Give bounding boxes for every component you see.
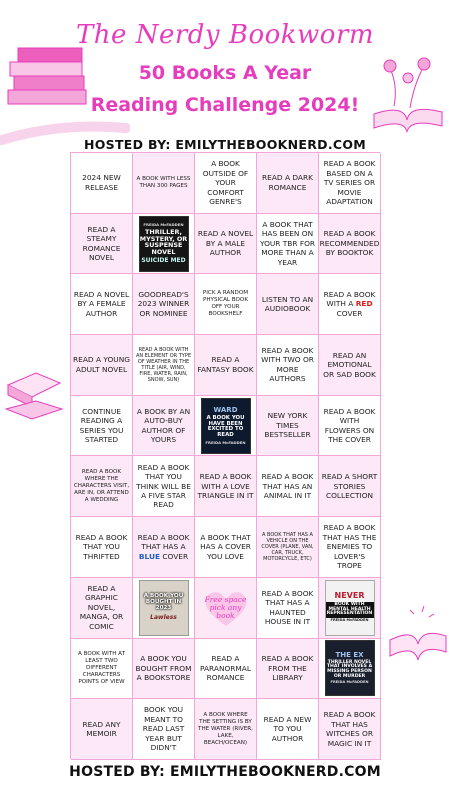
hosted-by-top: HOSTED BY: EMILYTHEBOOKNERD.COM bbox=[83, 137, 367, 152]
challenge-label: READ A BOOK THAT HAS A HAUNTED HOUSE IN IT bbox=[261, 588, 314, 627]
challenge-label: A BOOK THAT HAS A COVER YOU LOVE bbox=[200, 532, 251, 561]
book-prompt-text: BOOK WITH MENTAL HEALTH REPRESENTATION bbox=[326, 601, 373, 617]
book-title: SUICIDE MED bbox=[141, 256, 186, 264]
book-author: FREIDA McFADDEN bbox=[330, 679, 369, 684]
challenge-label-part: COVER bbox=[160, 551, 189, 561]
bingo-grid bbox=[70, 152, 380, 759]
challenge-label bbox=[321, 290, 378, 318]
challenge-cell[interactable] bbox=[71, 517, 133, 578]
open-book-flowers-illustration bbox=[364, 46, 450, 136]
challenge-cell[interactable] bbox=[133, 153, 195, 214]
challenge-cell[interactable] bbox=[133, 456, 195, 517]
challenge-cell[interactable] bbox=[257, 699, 319, 760]
challenge-cell[interactable] bbox=[133, 396, 195, 457]
challenge-label: GOODREAD'S 2023 WINNER OR NOMINEE bbox=[137, 290, 190, 318]
challenge-cell[interactable] bbox=[257, 274, 319, 335]
challenge-label: READ A BOOK THAT HAS THE ENEMIES TO LOVER'S TROPE bbox=[322, 523, 377, 571]
open-book-sketch-right bbox=[384, 600, 450, 670]
challenge-label: READ A BOOK FROM THE LIBRARY bbox=[261, 654, 314, 683]
challenge-cell[interactable] bbox=[133, 578, 195, 639]
challenge-cell[interactable] bbox=[319, 517, 381, 578]
challenge-cell[interactable] bbox=[71, 699, 133, 760]
challenge-cell[interactable] bbox=[319, 578, 381, 639]
subtitle-line-1: 50 Books A Year bbox=[138, 62, 312, 84]
challenge-cell[interactable] bbox=[319, 699, 381, 760]
book-cover-lawless bbox=[139, 580, 189, 636]
challenge-label: READ A NOVEL BY A MALE AUTHOR bbox=[197, 229, 254, 258]
challenge-cell[interactable] bbox=[257, 396, 319, 457]
challenge-label: LISTEN TO AN AUDIOBOOK bbox=[261, 294, 314, 314]
challenge-cell[interactable] bbox=[195, 517, 257, 578]
page-title: The Nerdy Bookworm bbox=[75, 20, 375, 50]
challenge-cell[interactable] bbox=[133, 335, 195, 396]
challenge-cell[interactable] bbox=[257, 214, 319, 275]
challenge-cell[interactable] bbox=[195, 699, 257, 760]
challenge-label: READ A BOOK THAT HAS WITCHES OR MAGIC IN IT bbox=[323, 710, 376, 748]
challenge-label: READ A GRAPHIC NOVEL, MANGA, OR COMIC bbox=[79, 583, 124, 631]
red-word: RED bbox=[355, 299, 373, 309]
challenge-label: READ A YOUNG ADULT NOVEL bbox=[73, 355, 130, 374]
challenge-label: A BOOK YOU BOUGHT FROM A BOOKSTORE bbox=[135, 654, 192, 683]
challenge-cell[interactable] bbox=[319, 214, 381, 275]
challenge-cell[interactable] bbox=[257, 517, 319, 578]
challenge-label: A BOOK THAT HAS BEEN ON YOUR TBR FOR MORE THAN A YEAR bbox=[259, 219, 316, 267]
challenge-cell[interactable] bbox=[195, 456, 257, 517]
challenge-label: A BOOK BY AN AUTO-BUY AUTHOR OF YOURS bbox=[136, 406, 191, 445]
challenge-label: A BOOK THAT HAS A VEHICLE ON THE COVER (PLANE, VAN, CAR, TRUCK, MOTORCYCLE, ETC) bbox=[261, 531, 314, 563]
book-author: FREIDA McFADDEN bbox=[330, 618, 369, 623]
book-author: FREIDA McFADDEN bbox=[143, 221, 184, 227]
challenge-label: READ A BOOK THAT YOU THRIFTED bbox=[75, 532, 128, 561]
challenge-cell[interactable] bbox=[71, 153, 133, 214]
book-title: THE EX bbox=[335, 651, 364, 660]
book-prompt-text: THRILLER, MYSTERY, OR SUSPENSE NOVEL bbox=[139, 227, 188, 257]
challenge-label: A BOOK WHERE THE SETTING IS BY THE WATER (RIVER, LAKE, BEACH/OCEAN) bbox=[198, 711, 253, 746]
books-sketch-left bbox=[2, 365, 66, 425]
challenge-cell[interactable] bbox=[71, 274, 133, 335]
challenge-label-part: COVER bbox=[336, 308, 363, 318]
challenge-cell[interactable] bbox=[257, 639, 319, 700]
challenge-cell[interactable] bbox=[195, 396, 257, 457]
challenge-label: READ A BOOK THAT HAS AN ANIMAL IN IT bbox=[261, 472, 314, 501]
challenge-cell[interactable] bbox=[71, 456, 133, 517]
challenge-label: READ A BOOK WITH FLOWERS ON THE COVER bbox=[323, 406, 376, 445]
challenge-label-part: READ A BOOK THAT HAS A bbox=[137, 532, 190, 552]
challenge-cell[interactable] bbox=[133, 517, 195, 578]
book-cover-suicide-med bbox=[139, 216, 189, 272]
challenge-label: READ ANY MEMOIR bbox=[82, 719, 121, 739]
blue-word: BLUE bbox=[138, 551, 161, 561]
challenge-label: 2024 NEW RELEASE bbox=[82, 173, 121, 192]
book-prompt-text: A BOOK YOU HAVE BEEN EXCITED TO READ bbox=[206, 414, 245, 438]
hosted-by-bottom: HOSTED BY: EMILYTHEBOOKNERD.COM bbox=[69, 764, 381, 780]
challenge-label bbox=[135, 533, 192, 561]
challenge-label: READ A FANTASY BOOK bbox=[197, 355, 254, 374]
challenge-label: BOOK YOU MEANT TO READ LAST YEAR BUT DIDN'T bbox=[142, 705, 185, 753]
book-author: FREIDA McFADDEN bbox=[205, 439, 246, 445]
challenge-cell[interactable] bbox=[195, 274, 257, 335]
challenge-cell[interactable] bbox=[71, 214, 133, 275]
challenge-label: READ A BOOK WHERE THE CHARACTERS VISIT, ARE IN, OR ATTEND A WEDDING bbox=[73, 468, 130, 503]
challenge-label: READ A BOOK BASED ON A TV SERIES OR MOVIE ADAPTATION bbox=[323, 159, 376, 207]
challenge-label: A BOOK OUTSIDE OF YOUR COMFORT GENRE'S bbox=[202, 159, 249, 207]
challenge-cell[interactable] bbox=[319, 153, 381, 214]
challenge-cell[interactable] bbox=[133, 274, 195, 335]
book-prompt-text: A BOOK YOU BOUGHT IN 2023 bbox=[143, 593, 184, 611]
challenge-cell[interactable] bbox=[319, 396, 381, 457]
challenge-label: READ A BOOK WITH TWO OR MORE AUTHORS bbox=[261, 345, 314, 384]
challenge-cell[interactable] bbox=[71, 639, 133, 700]
challenge-label-part: READ A BOOK WITH A bbox=[323, 290, 376, 309]
challenge-cell[interactable] bbox=[257, 456, 319, 517]
book-title: WARD bbox=[213, 405, 238, 414]
challenge-cell[interactable] bbox=[133, 214, 195, 275]
challenge-label: NEW YORK TIMES BESTSELLER bbox=[264, 411, 311, 440]
challenge-label: READ A PARANORMAL ROMANCE bbox=[200, 654, 251, 683]
challenge-label: READ A BOOK RECOMMENDED BY BOOKTOK bbox=[319, 229, 380, 258]
challenge-label: READ A STEAMY ROMANCE NOVEL bbox=[82, 224, 121, 262]
book-title: NEVER bbox=[334, 591, 365, 601]
challenge-label: READ A BOOK THAT YOU THINK WILL BE A FIVE STAR READ bbox=[136, 462, 191, 510]
book-cover-the-ward bbox=[201, 398, 251, 454]
book-title: Lawless bbox=[150, 613, 177, 621]
challenge-cell[interactable] bbox=[319, 456, 381, 517]
challenge-cell[interactable] bbox=[133, 699, 195, 760]
challenge-cell[interactable] bbox=[71, 335, 133, 396]
challenge-label: CONTINUE READING A SERIES YOU STARTED bbox=[79, 406, 124, 445]
challenge-cell[interactable] bbox=[319, 335, 381, 396]
free-space-cell[interactable] bbox=[195, 578, 257, 639]
challenge-cell[interactable] bbox=[257, 335, 319, 396]
book-cover-never bbox=[325, 580, 375, 636]
challenge-label: READ A BOOK WITH AN ELEMENT OR TYPE OF WEATHER IN THE TITLE (AIR, WIND, FIRE, WATER, RAIN, SNOW, SUN) bbox=[136, 346, 191, 384]
challenge-cell[interactable] bbox=[195, 214, 257, 275]
challenge-cell[interactable] bbox=[257, 153, 319, 214]
challenge-cell[interactable] bbox=[257, 578, 319, 639]
book-cover-the-ex bbox=[325, 640, 375, 696]
challenge-cell[interactable] bbox=[133, 639, 195, 700]
challenge-label: A BOOK WITH AT LEAST TWO DIFFERENT CHARACTERS POINTS OF VIEW bbox=[78, 650, 125, 685]
challenge-cell[interactable] bbox=[195, 153, 257, 214]
heart-icon bbox=[203, 588, 249, 628]
subtitle-line-2: Reading Challenge 2024! bbox=[90, 94, 360, 116]
challenge-label: READ A DARK ROMANCE bbox=[262, 173, 313, 192]
challenge-label: READ A SHORT STORIES COLLECTION bbox=[321, 472, 378, 501]
challenge-cell[interactable] bbox=[319, 639, 381, 700]
challenge-label: READ A BOOK WITH A LOVE TRIANGLE IN IT bbox=[197, 472, 254, 501]
challenge-cell[interactable] bbox=[195, 639, 257, 700]
challenge-label: READ A NEW TO YOU AUTHOR bbox=[263, 714, 312, 743]
challenge-label: A BOOK WITH LESS THAN 300 PAGES bbox=[136, 175, 191, 189]
book-prompt-text: THRILLER NOVEL THAT INVOLVES A MISSING PERSON OR MURDER bbox=[326, 659, 373, 679]
challenge-cell[interactable] bbox=[71, 396, 133, 457]
challenge-label: READ AN EMOTIONAL OR SAD BOOK bbox=[323, 350, 376, 379]
challenge-cell[interactable] bbox=[319, 274, 381, 335]
challenge-cell[interactable] bbox=[195, 335, 257, 396]
challenge-label: READ A NOVEL BY A FEMALE AUTHOR bbox=[73, 290, 130, 318]
challenge-cell[interactable] bbox=[71, 578, 133, 639]
challenge-label: PICK A RANDOM PHYSICAL BOOK OFF YOUR BOOKSHELF bbox=[202, 290, 249, 318]
free-space-label: Free space pick any book bbox=[204, 594, 247, 621]
